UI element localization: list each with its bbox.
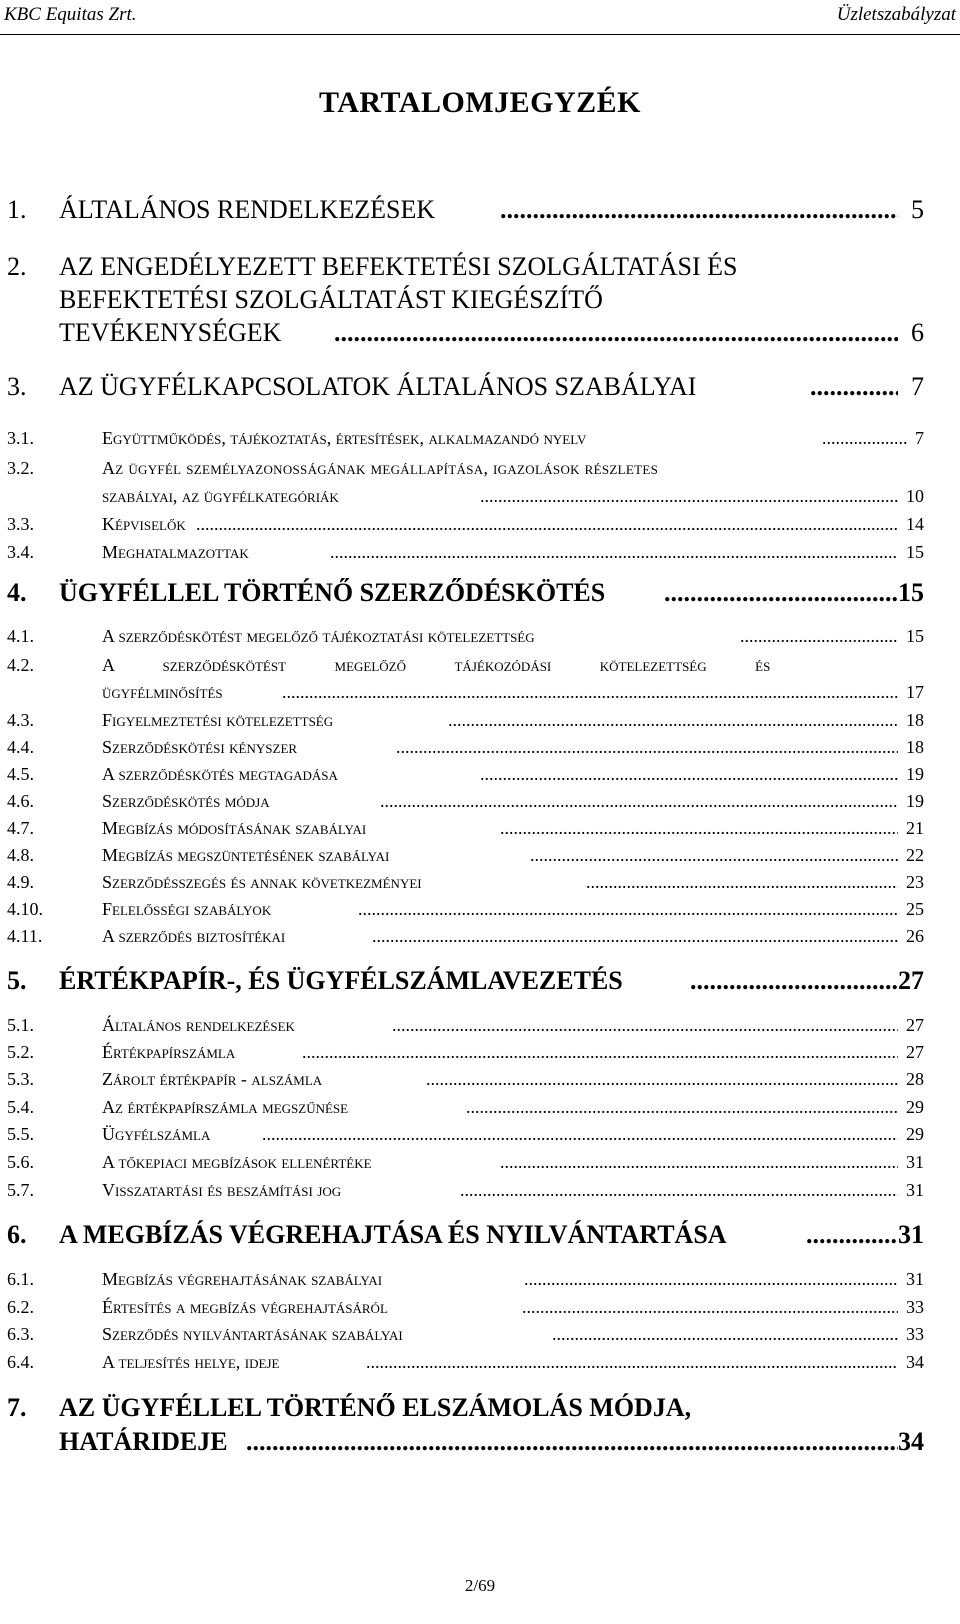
toc-leader-dots	[302, 1042, 898, 1063]
toc-leader-dots	[586, 872, 898, 893]
toc-page: 23	[906, 872, 924, 892]
toc-label: szabályai, az ügyfélkategóriák	[102, 486, 339, 506]
toc-page: 33	[906, 1297, 924, 1317]
toc-label: Figyelmeztetési kötelezettség	[102, 710, 334, 730]
toc-entry-5[interactable]	[0, 966, 960, 1002]
toc-leader-dots	[396, 737, 898, 758]
toc-number: 6.2.	[7, 1297, 34, 1317]
header-company: KBC Equitas Zrt.	[4, 4, 137, 25]
toc-leader-dots	[530, 845, 898, 866]
toc-page: 10	[906, 486, 924, 506]
toc-page: 7	[911, 372, 924, 401]
toc-number: 2.	[7, 252, 27, 281]
toc-number: 4.11.	[7, 926, 43, 946]
toc-entry-4-2-line2	[0, 682, 960, 708]
toc-entry-7[interactable]	[0, 1393, 960, 1429]
toc-number: 4.2.	[7, 655, 34, 675]
toc-entry-4-3[interactable]	[0, 710, 960, 736]
toc-label-line1: AZ ENGEDÉLYEZETT BEFEKTETÉSI SZOLGÁLTATÁSI ÉS	[59, 252, 738, 281]
toc-label: Felelősségi szabályok	[102, 899, 272, 919]
toc-number: 3.4.	[7, 542, 34, 562]
toc-label: HATÁRIDEJE	[59, 1427, 228, 1456]
toc-label: A szerződés biztosítékai	[102, 926, 286, 946]
toc-entry-1[interactable]	[0, 195, 960, 231]
toc-page: 27	[906, 1042, 924, 1062]
toc-entry-4-6[interactable]	[0, 791, 960, 817]
toc-leader-dots	[196, 514, 898, 535]
toc-page: 34	[906, 1352, 924, 1372]
toc-entry-4-11[interactable]	[0, 926, 960, 952]
toc-page: 6	[911, 318, 924, 347]
toc-entry-3-1[interactable]	[0, 428, 960, 454]
toc-label: Visszatartási és beszámítási jog	[102, 1180, 342, 1200]
toc-page: 25	[906, 899, 924, 919]
toc-page: 34	[898, 1427, 924, 1456]
toc-leader-dots	[334, 318, 898, 348]
toc-leader-dots	[372, 926, 898, 947]
toc-entry-2-line3	[0, 318, 960, 354]
toc-entry-3-4[interactable]	[0, 542, 960, 568]
toc-number: 6.3.	[7, 1324, 34, 1344]
toc-page: 31	[906, 1152, 924, 1172]
toc-entry-5-1[interactable]	[0, 1015, 960, 1041]
toc-page: 31	[898, 1220, 924, 1249]
toc-number: 7.	[7, 1393, 27, 1422]
toc-page: 7	[915, 428, 924, 448]
toc-entry-5-3[interactable]	[0, 1069, 960, 1095]
toc-leader-dots	[460, 1180, 898, 1201]
toc-number: 5.	[7, 966, 27, 995]
toc-leader-dots	[500, 1152, 898, 1173]
toc-label: Szerződéskötés módja	[102, 791, 270, 811]
toc-page: 19	[906, 764, 924, 784]
toc-leader-dots	[246, 1427, 898, 1457]
toc-label: ÉRTÉKPAPÍR-, ÉS ÜGYFÉLSZÁMLAVEZETÉS	[59, 966, 623, 995]
toc-number: 5.7.	[7, 1180, 34, 1200]
toc-number: 3.	[7, 372, 27, 401]
toc-entry-4-4[interactable]	[0, 737, 960, 763]
toc-entry-4-1[interactable]	[0, 626, 960, 652]
toc-label: ÜGYFÉLLEL TÖRTÉNŐ SZERZŐDÉSKÖTÉS	[59, 578, 606, 607]
toc-label: Értékpapírszámla	[102, 1042, 236, 1062]
toc-entry-6-3[interactable]	[0, 1324, 960, 1350]
header-divider	[0, 34, 960, 35]
toc-entry-6-1[interactable]	[0, 1269, 960, 1295]
toc-label: A szerződéskötést megelőző tájékoztatási kötelezettség	[102, 626, 535, 646]
page-title: TARTALOMJEGYZÉK	[318, 86, 642, 119]
toc-label-line2: BEFEKTETÉSI SZOLGÁLTATÁST KIEGÉSZÍTŐ	[59, 285, 603, 314]
toc-page: 15	[906, 626, 924, 646]
toc-leader-dots	[480, 486, 898, 507]
toc-number: 5.3.	[7, 1069, 34, 1089]
toc-page: 21	[906, 818, 924, 838]
toc-number: 5.2.	[7, 1042, 34, 1062]
toc-label: A teljesítés helye, ideje	[102, 1352, 280, 1372]
toc-number: 4.9.	[7, 872, 34, 892]
toc-number: 4.8.	[7, 845, 34, 865]
toc-page: 18	[906, 737, 924, 757]
toc-number: 6.1.	[7, 1269, 34, 1289]
toc-label: Megbízás végrehajtásának szabályai	[102, 1269, 383, 1289]
toc-number: 3.2.	[7, 458, 34, 478]
toc-label: AZ ÜGYFÉLKAPCSOLATOK ÁLTALÁNOS SZABÁLYAI	[59, 372, 697, 401]
toc-number: 4.5.	[7, 764, 34, 784]
toc-page: 31	[906, 1180, 924, 1200]
toc-number: 4.6.	[7, 791, 34, 811]
toc-page: 28	[906, 1069, 924, 1089]
toc-leader-dots	[366, 1352, 898, 1373]
toc-page: 15	[898, 578, 924, 607]
toc-number: 4.10.	[7, 899, 43, 919]
toc-entry-4-5[interactable]	[0, 764, 960, 790]
toc-leader-dots	[740, 626, 898, 647]
toc-leader-dots	[480, 764, 898, 785]
toc-entry-4-8[interactable]	[0, 845, 960, 871]
toc-page: 17	[906, 682, 924, 702]
header-document-title: Üzletszabályzat	[836, 4, 956, 25]
toc-page: 26	[906, 926, 924, 946]
toc-number: 6.4.	[7, 1352, 34, 1372]
toc-leader-dots	[426, 1069, 898, 1090]
toc-page: 5	[911, 195, 924, 224]
toc-leader-dots	[380, 791, 898, 812]
toc-number: 4.7.	[7, 818, 34, 838]
toc-page: 27	[898, 966, 924, 995]
toc-entry-5-2[interactable]	[0, 1042, 960, 1068]
page-header	[0, 0, 960, 34]
toc-entry-4-2[interactable]	[0, 655, 960, 681]
toc-number: 5.4.	[7, 1097, 34, 1117]
toc-entry-7-line2	[0, 1427, 960, 1463]
toc-label: Megbízás megszüntetésének szabályai	[102, 845, 390, 865]
toc-label: TEVÉKENYSÉGEK	[59, 318, 282, 347]
toc-number: 4.4.	[7, 737, 34, 757]
toc-leader-dots	[282, 682, 898, 703]
toc-entry-3[interactable]	[0, 372, 960, 408]
toc-label-line1: AZ ÜGYFÉLLEL TÖRTÉNŐ ELSZÁMOLÁS MÓDJA,	[59, 1393, 692, 1422]
toc-number: 3.3.	[7, 514, 34, 534]
toc-number: 5.5.	[7, 1124, 34, 1144]
toc-page: 29	[906, 1097, 924, 1117]
toc-label-line1: A szerződéskötést megelőző tájékozódási kötelezettség és	[102, 655, 771, 675]
toc-leader-dots	[552, 1324, 898, 1345]
toc-leader-dots	[810, 372, 898, 402]
toc-leader-dots	[500, 818, 898, 839]
toc-number: 4.3.	[7, 710, 34, 730]
toc-label-line1: Az ügyfél személyazonosságának megállapítása, igazolások részletes	[102, 458, 659, 478]
toc-leader-dots	[330, 542, 898, 563]
toc-leader-dots	[392, 1015, 898, 1036]
toc-entry-4-9[interactable]	[0, 872, 960, 898]
toc-leader-dots	[690, 966, 898, 996]
toc-page: 19	[906, 791, 924, 811]
toc-leader-dots	[522, 1297, 898, 1318]
toc-page: 29	[906, 1124, 924, 1144]
toc-entry-3-2[interactable]	[0, 458, 960, 484]
toc-number: 3.1.	[7, 428, 34, 448]
toc-entry-5-6[interactable]	[0, 1152, 960, 1178]
toc-label: ügyfélminősítés	[102, 682, 223, 702]
toc-entry-3-2-line2	[0, 486, 960, 512]
toc-label: A tőkepiaci megbízások ellenértéke	[102, 1152, 372, 1172]
toc-leader-dots	[262, 1124, 898, 1145]
toc-page: 33	[906, 1324, 924, 1344]
toc-leader-dots	[806, 1220, 898, 1250]
toc-leader-dots	[500, 195, 898, 225]
toc-number: 4.	[7, 578, 27, 607]
toc-entry-5-5[interactable]	[0, 1124, 960, 1150]
toc-label: A MEGBÍZÁS VÉGREHAJTÁSA ÉS NYILVÁNTARTÁSA	[59, 1220, 727, 1249]
toc-page: 31	[906, 1269, 924, 1289]
toc-leader-dots	[466, 1097, 898, 1118]
toc-label: Szerződéskötési kényszer	[102, 737, 298, 757]
toc-number: 5.1.	[7, 1015, 34, 1035]
toc-entry-6-4[interactable]	[0, 1352, 960, 1378]
toc-page: 18	[906, 710, 924, 730]
toc-label: Szerződés nyilvántartásának szabályai	[102, 1324, 403, 1344]
toc-entry-5-4[interactable]	[0, 1097, 960, 1123]
toc-leader-dots	[664, 578, 898, 608]
toc-entry-4[interactable]	[0, 578, 960, 614]
toc-page: 27	[906, 1015, 924, 1035]
toc-entry-4-7[interactable]	[0, 818, 960, 844]
toc-number: 6.	[7, 1220, 27, 1249]
toc-entry-6[interactable]	[0, 1220, 960, 1256]
toc-label: A szerződéskötés megtagadása	[102, 764, 338, 784]
toc-entry-2[interactable]	[0, 252, 960, 288]
toc-leader-dots	[448, 710, 898, 731]
toc-entry-3-3[interactable]	[0, 514, 960, 540]
toc-page: 22	[906, 845, 924, 865]
toc-label: ÁLTALÁNOS RENDELKEZÉSEK	[59, 195, 436, 224]
toc-entry-6-2[interactable]	[0, 1297, 960, 1323]
toc-number: 5.6.	[7, 1152, 34, 1172]
toc-label: Meghatalmazottak	[102, 542, 249, 562]
toc-label: Értesítés a megbízás végrehajtásáról	[102, 1297, 388, 1317]
toc-leader-dots	[822, 428, 908, 449]
toc-number: 1.	[7, 195, 27, 224]
page-number: 2/69	[464, 1576, 496, 1595]
toc-label: Általános rendelkezések	[102, 1015, 295, 1035]
toc-label: Együttműködés, tájékoztatás, értesítések, alkalmazandó nyelv	[102, 428, 587, 448]
toc-label: Megbízás módosításának szabályai	[102, 818, 367, 838]
toc-label: Zárolt értékpapír - alszámla	[102, 1069, 323, 1089]
toc-label: Szerződésszegés és annak következményei	[102, 872, 422, 892]
toc-page: 14	[906, 514, 924, 534]
toc-leader-dots	[358, 899, 898, 920]
toc-entry-2-line2	[0, 285, 960, 321]
toc-page: 15	[906, 542, 924, 562]
toc-label: Az értékpapírszámla megszűnése	[102, 1097, 349, 1117]
toc-entry-4-10[interactable]	[0, 899, 960, 925]
toc-label: Ügyfélszámla	[102, 1124, 211, 1144]
toc-label: Képviselők	[102, 514, 186, 534]
toc-leader-dots	[524, 1269, 898, 1290]
toc-number: 4.1.	[7, 626, 34, 646]
toc-entry-5-7[interactable]	[0, 1180, 960, 1206]
